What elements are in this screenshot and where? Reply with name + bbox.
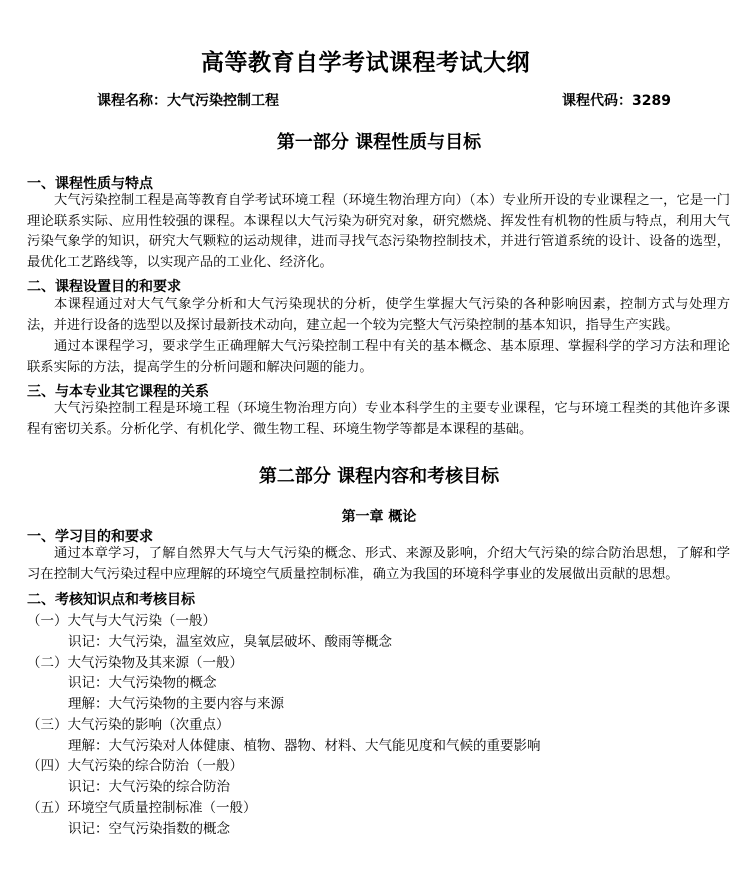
paragraph: 大气污染控制工程是高等教育自学考试环境工程（环境生物治理方向）（本）专业所开设的专业课程之一，它是一门理论联系实际、应用性较强的课程。本课程以大气污染为研究对象，研究燃烧、挥发性有机物的性质与特点，利用大气污染气象学的知识，研究大气颗粒的运动规律，进而寻找气态污染物控制技术，并进行管道系统的设计、设备的选型，最优化工艺路线等，以实现产品的工业化、经济化。	[27, 193, 730, 270]
knowledge-point: （二）大气污染物及其来源（一般）	[27, 655, 243, 671]
section-heading: 二、课程设置目的和要求	[27, 279, 181, 295]
knowledge-point: （四）大气污染的综合防治（一般）	[27, 758, 243, 774]
paragraph: 本课程通过对大气气象学分析和大气污染现状的分析，使学生掌握大气污染的各种影响因素，控制方式与处理方法，并进行设备的选型以及探讨最新技术动向，建立起一个较为完整大气污染控制的基本知识，指导生产实践。	[27, 297, 730, 333]
document-title: 高等教育自学考试课程考试大纲	[201, 49, 530, 76]
section-heading: 一、学习目的和要求	[27, 529, 153, 545]
knowledge-detail: 识记：大气污染，温室效应，臭氧层破坏、酸雨等概念	[68, 634, 392, 650]
section-heading: 三、与本专业其它课程的关系	[27, 384, 209, 400]
paragraph: 大气污染控制工程是环境工程（环境生物治理方向）专业本科学生的主要专业课程，它与环境工程类的其他许多课程有密切关系。分析化学、有机化学、微生物工程、环境生物学等都是本课程的基础。	[27, 401, 730, 437]
knowledge-detail: 识记：大气污染物的概念	[68, 675, 217, 691]
knowledge-point: （三）大气污染的影响（次重点）	[27, 717, 230, 733]
knowledge-point: （一）大气与大气污染（一般）	[27, 613, 216, 629]
paragraph: 通过本课程学习，要求学生正确理解大气污染控制工程中有关的基本概念、基本原理、掌握科学的学习方法和理论联系实际的方法，提高学生的分析问题和解决问题的能力。	[27, 339, 730, 375]
chapter-heading: 第一章 概论	[341, 509, 417, 525]
course-name: 课程名称：大气污染控制工程	[97, 93, 279, 109]
knowledge-detail: 识记：大气污染的综合防治	[68, 779, 230, 795]
paragraph: 通过本章学习，了解自然界大气与大气污染的概念、形式、来源及影响，介绍大气污染的综合防治思想，了解和学习在控制大气污染过程中应理解的环境空气质量控制标准，确立为我国的环境科学事业的发展做出贡献的思想。	[27, 546, 730, 582]
section-heading: 二、考核知识点和考核目标	[27, 592, 195, 608]
knowledge-detail: 识记：空气污染指数的概念	[68, 821, 230, 837]
knowledge-point: （五）环境空气质量控制标准（一般）	[27, 800, 257, 816]
section-heading: 一、课程性质与特点	[27, 176, 153, 192]
knowledge-detail: 理解：大气污染物的主要内容与来源	[68, 696, 284, 712]
part2-heading: 第二部分 课程内容和考核目标	[258, 466, 500, 487]
part1-heading: 第一部分 课程性质与目标	[276, 132, 482, 153]
course-code: 课程代码：3289	[562, 93, 671, 109]
knowledge-detail: 理解：大气污染对人体健康、植物、器物、材料、大气能见度和气候的重要影响	[68, 738, 541, 754]
